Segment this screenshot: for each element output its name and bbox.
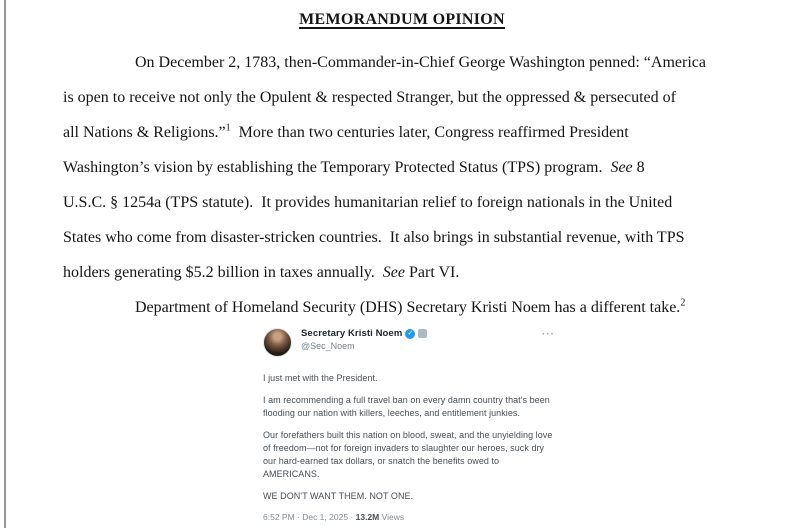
footnote-marker: 1 (225, 122, 231, 134)
tweet-timestamp (263, 512, 555, 522)
tweet-body (263, 372, 555, 503)
text-run: is open to receive not only the Opulent & respected Stranger, but the oppressed & persecuted of (63, 89, 676, 106)
text-run: all Nations & Religions.” (63, 124, 226, 141)
avatar (263, 328, 292, 357)
tweet-display-name: Secretary Kristi Noem (301, 328, 403, 339)
text-run: States who come from disaster-stricken countries. It also brings in substantial revenue, with TPS (63, 229, 685, 246)
verified-badge-icon: ✓ (405, 329, 415, 339)
document-text-line (63, 290, 747, 325)
tweet-text-paragraph: I just met with the President. (263, 373, 378, 383)
tweet-text-paragraph: WE DON'T WANT THEM. NOT ONE. (263, 491, 414, 501)
document-text-line (63, 220, 747, 255)
document-text-line (63, 115, 747, 150)
government-label-icon (418, 329, 427, 338)
text-run: Washington’s vision by establishing the Temporary Protected Status (TPS) program. (63, 159, 611, 176)
views-label: Views (379, 512, 405, 522)
document-text-line (63, 255, 747, 290)
footnote-marker: 2 (680, 297, 686, 309)
document-text-line (63, 45, 747, 80)
page-title: MEMORANDUM OPINION (299, 11, 505, 28)
dot-separator: · (348, 512, 356, 522)
document-text-line (63, 150, 747, 185)
text-run: Part VI. (404, 264, 460, 281)
text-run: holders generating $5.2 billion in taxes annually. (63, 264, 383, 281)
tweet-header (263, 328, 555, 357)
views-count: 13.2M (355, 512, 380, 522)
text-run: On December 2, 1783, then-Commander-in-Chief George Washington penned: “America (135, 54, 706, 71)
text-run: Department of Homeland Security (DHS) Secretary Kristi Noem has a different take. (135, 299, 681, 316)
more-options-icon[interactable]: ··· (542, 329, 555, 340)
tweet-embed (263, 328, 555, 522)
tweet-handle: @Sec_Noem (301, 341, 355, 351)
text-run: More than two centuries later, Congress reaffirmed President (230, 124, 629, 141)
text-run: U.S.C. § 1254a (TPS statute). It provides humanitarian relief to foreign nationals in the United (63, 194, 673, 211)
tweet-text-paragraph: Our forefathers built this nation on blood, sweat, and the unyielding love of freedom—not for foreign invaders to slaughter our heroes, suck dry our hard-earned tax dollars, or snatch the benefits owed to AMERICANS. (263, 430, 553, 479)
memorandum-body (63, 45, 747, 325)
tweet-text-paragraph: I am recommending a full travel ban on every damn country that's been flooding our nation with killers, leeches, and entitlement junkies. (263, 395, 550, 418)
timestamp-text: 6:52 PM · Dec 1, 2025 (263, 512, 349, 522)
citation-italic: See (382, 264, 405, 281)
document-text-line (63, 80, 747, 115)
citation-italic: See (610, 159, 633, 176)
text-run: 8 (632, 159, 645, 176)
page-left-edge-line (4, 0, 6, 528)
document-text-line (63, 185, 747, 220)
tweet-author-block (301, 328, 538, 351)
